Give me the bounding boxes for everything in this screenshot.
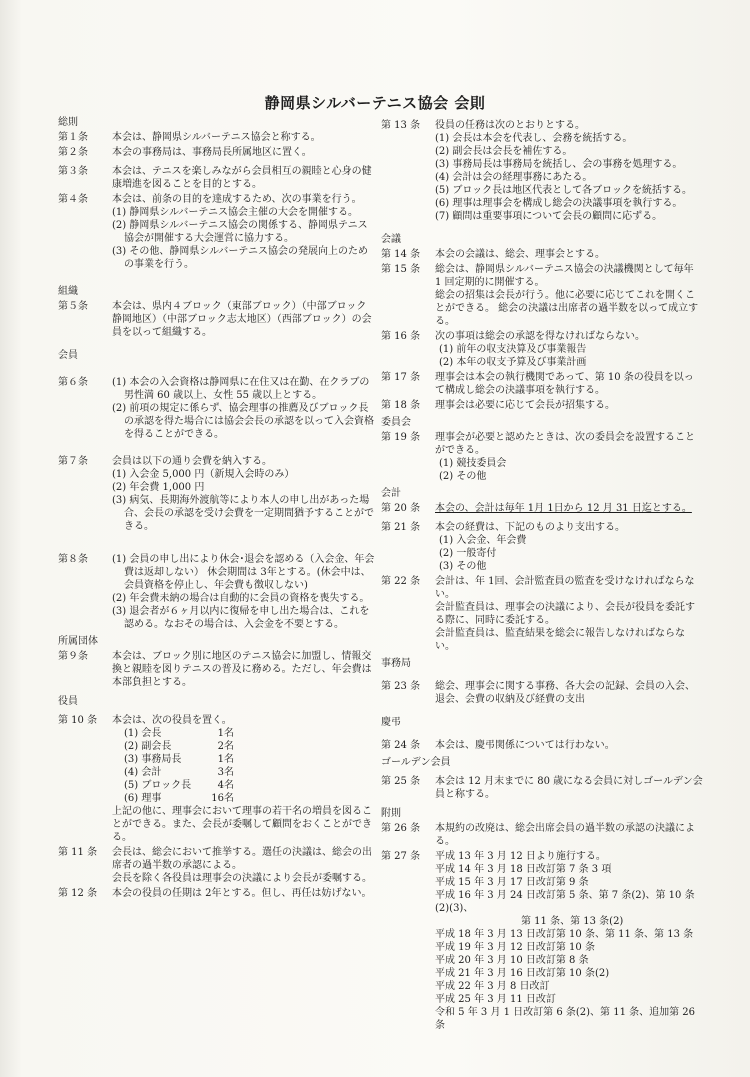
article-text: 会員は以下の通り会費を納入する。 — [112, 456, 272, 467]
article-text: 平成 25 年 3 月 11 日改訂 — [435, 994, 556, 1005]
article-number: 第８条 — [58, 554, 88, 565]
article-item: (3) その他、静岡県シルバーテニス協会の発展向上のための事業を行う。 — [112, 246, 368, 270]
article — [381, 263, 703, 328]
article-text: 本会は、次の役員を置く。 — [112, 715, 232, 726]
article-number: 第４条 — [58, 194, 88, 205]
article-number: 第 25 条 — [381, 776, 421, 787]
article-text: 本会は、テニスを楽しみながら会員相互の親睦と心身の健康増進を図ることを目的とする。 — [112, 166, 372, 190]
article-number: 第 11 条 — [58, 847, 98, 858]
officer-row — [112, 727, 376, 740]
article — [58, 300, 376, 339]
article — [381, 775, 703, 801]
article-body — [435, 521, 703, 573]
article-body — [435, 850, 703, 1032]
officer-count: 16名 — [211, 793, 234, 804]
left-column — [58, 112, 376, 900]
article — [58, 165, 376, 191]
article — [58, 193, 376, 271]
article-text: 理事会は必要に応じて会長が招集する。 — [435, 400, 615, 411]
article-body — [435, 399, 703, 412]
article-text: 会長は、総会において推挙する。選任の決議は、総会の出席者の過半数の承認による。 — [112, 847, 372, 871]
article-text: 本会は、静岡県シルバーテニス協会と称する。 — [112, 132, 321, 143]
article-text: 平成 18 年 3 月 13 日改訂第 10 条、第 11 条、第 13 条 — [435, 929, 694, 940]
officer-count: 3名 — [217, 767, 234, 778]
article-text: 平成 22 年 3 月 8 日改訂 — [435, 981, 550, 992]
article-item: (2) 年会費 1,000 円 — [112, 482, 205, 493]
article-body — [435, 739, 703, 752]
article-text: 役員の任務は次のとおりとする。 — [435, 120, 585, 131]
officer-count: 1名 — [217, 728, 234, 739]
officer-title: (3) 事務局長 — [124, 754, 182, 765]
officer-row — [112, 779, 376, 792]
article — [381, 521, 703, 573]
article-body — [112, 714, 376, 844]
article-text: 本会は 12 月末までに 80 歳になる会員に対しゴールデン会員と称する。 — [435, 776, 703, 800]
article-number: 第 12 条 — [58, 888, 98, 899]
article-item: (1) 会長は本会を代表し、会務を統括する。 — [435, 133, 633, 144]
article — [381, 431, 703, 483]
article — [381, 330, 703, 369]
officer-count: 4名 — [217, 780, 234, 791]
section-heading: 会議 — [381, 234, 401, 245]
article-item: (6) 理事は理事会を構成し総会の決議事項を執行する。 — [435, 198, 683, 209]
article-body — [435, 822, 703, 848]
section-heading: 事務局 — [381, 658, 411, 669]
section-heading: 会計 — [381, 488, 401, 499]
article-number: 第 17 条 — [381, 372, 421, 383]
article-body — [435, 775, 703, 801]
article — [381, 822, 703, 848]
article-number: 第７条 — [58, 456, 88, 467]
article-text: 本会の経費は、下記のものより支出する。 — [435, 522, 625, 533]
article-text: 令和 5 年 3 月 1 日改訂第 6 条(2)、第 11 条、追加第 26 条 — [435, 1007, 696, 1031]
article-item: (5) ブロック長は地区代表として各ブロックを統括する。 — [435, 185, 692, 196]
officer-count: 2名 — [217, 741, 234, 752]
article-item: (1) 本会の入会資格は静岡県に在住又は在勤、在クラブの男性満 60 歳以上、女性 55 歳以上とする。 — [112, 377, 370, 401]
article-body — [112, 376, 376, 441]
article-item: (3) その他 — [439, 561, 487, 572]
article-text: 理事会は本会の執行機関であって、第 10 条の役員を以って構成し総会の決議事項を執行する。 — [435, 372, 694, 396]
article-body — [112, 193, 376, 271]
article-text: 平成 19 年 3 月 12 日改訂第 10 条 — [435, 942, 595, 953]
article-number: 第 16 条 — [381, 331, 421, 342]
article-number: 第１条 — [58, 132, 88, 143]
article-number: 第３条 — [58, 166, 88, 177]
article-text: 平成 15 年 3 月 17 日改訂第 9 条 — [435, 877, 589, 888]
article — [58, 846, 376, 885]
article-item: (7) 顧問は重要事項について会長の顧問に応ずる。 — [435, 211, 663, 222]
article — [381, 119, 703, 223]
article-number: 第 21 条 — [381, 522, 421, 533]
article-text: 平成 21 年 3 月 16 日改訂第 10 条(2) — [435, 968, 610, 979]
article-body — [112, 455, 376, 533]
article-item: (2) 副会長は会長を補佐する。 — [435, 146, 573, 157]
article-item: (3) 退会者が６ヶ月以内に復帰を申し出た場合は、これを認める。なおその場合は、入会金を不要とする。 — [112, 606, 370, 630]
officer-title: (5) ブロック長 — [124, 780, 192, 791]
officer-title: (2) 副会長 — [124, 741, 172, 752]
article-text: 理事会が必要と認めたときは、次の委員会を設置することができる。 — [435, 432, 695, 456]
article-text: 本会の事務局は、事務局長所属地区に置く。 — [112, 147, 312, 158]
article-item: (2) 一般寄付 — [439, 548, 497, 559]
officer-row — [112, 792, 376, 805]
section-heading: 附則 — [381, 808, 401, 819]
article-body — [435, 680, 703, 706]
article-number: 第 27 条 — [381, 851, 421, 862]
article-body — [435, 263, 703, 328]
article-number: 第 14 条 — [381, 249, 421, 260]
article — [381, 502, 703, 515]
article-item: (2) 前項の規定に係らず、協会理事の推薦及びブロック長の承認を得た場合には協会会長の承認を以って入会資格を得ることができる。 — [112, 403, 374, 440]
article-text: 総会は、静岡県シルバーテニス協会の決議機関として毎年 1 回定期的に開催する。 — [435, 264, 694, 288]
article-body — [435, 575, 703, 653]
article-number: 第６条 — [58, 377, 88, 388]
article-item: (1) 入会金、年会費 — [439, 535, 527, 546]
article — [58, 887, 376, 900]
article-text: 本会は、県内４ブロック（東部ブロック）（中部ブロック静岡地区）（中部ブロック志太地区）（西部ブロック）の会員を以って組織する。 — [112, 301, 372, 338]
officer-title: (6) 理事 — [124, 793, 162, 804]
article — [58, 376, 376, 441]
article — [381, 248, 703, 261]
article-body — [112, 650, 376, 689]
article — [381, 850, 703, 1032]
article-number: 第 23 条 — [381, 681, 421, 692]
officer-count: 1名 — [217, 754, 234, 765]
article-body — [435, 330, 703, 369]
article-text: 平成 16 年 3 月 24 日改訂第 5 条、第 7 条(2)、第 10 条(2)(3)、 — [435, 890, 695, 914]
section-heading: 総則 — [58, 117, 78, 128]
officer-row — [112, 740, 376, 753]
article-text: 次の事項は総会の承認を得なければならない。 — [435, 331, 645, 342]
article-text: 会計監査員は、理事会の決議により、会長が役員を委託する際に、同時に委託する。 — [435, 602, 695, 626]
article-body — [435, 431, 703, 483]
article-item: (1) 入会金 5,000 円（新規入会時のみ） — [112, 469, 295, 480]
article-text: 本会は、慶弔関係については行わない。 — [435, 740, 615, 751]
article-text: 総会、理事会に関する事務、各大会の記録、会員の入会、退会、会費の収納及び経費の支出 — [435, 681, 695, 705]
document-title: 静岡県シルバーテニス協会 会則 — [264, 94, 486, 112]
section-heading: 会員 — [58, 350, 78, 361]
article-body — [112, 300, 376, 339]
section-heading: 組織 — [58, 286, 78, 297]
article-body — [112, 165, 376, 191]
article — [58, 650, 376, 689]
article-text: 平成 20 年 3 月 10 日改訂第 8 条 — [435, 955, 589, 966]
section-heading: 慶弔 — [381, 717, 401, 728]
officer-title: (4) 会計 — [124, 767, 162, 778]
article-body — [112, 131, 376, 144]
section-heading: 役員 — [58, 696, 78, 707]
article-number: 第 13 条 — [381, 120, 421, 131]
article — [381, 575, 703, 653]
section-heading: 所属団体 — [58, 636, 98, 647]
article-number: 第 22 条 — [381, 576, 421, 587]
article-item: (2) 静岡県シルバーテニス協会の関係する、静岡県テニス協会が開催する大会運営に協力する。 — [112, 220, 368, 244]
article-text: 会長を除く各役員は理事会の決議により会長が委嘱する。 — [112, 873, 372, 884]
article-text: 総会の招集は会長が行う。他に必要に応じてこれを開くことができる。 総会の決議は出席者の過半数を以って成立する。 — [435, 290, 699, 327]
article-number: 第 19 条 — [381, 432, 421, 443]
article-body — [112, 887, 376, 900]
article-text: 本会の、会計は毎年 1月 1日から 12 月 31 日迄とする。 — [435, 503, 692, 514]
section-heading: 委員会 — [381, 417, 411, 428]
article-body — [435, 119, 703, 223]
article — [58, 553, 376, 631]
officer-title: (1) 会長 — [124, 728, 162, 739]
article-number: 第 24 条 — [381, 740, 421, 751]
article-number: 第５条 — [58, 301, 88, 312]
article-text: 本会の会議は、総会、理事会とする。 — [435, 249, 605, 260]
article-number: 第 18 条 — [381, 400, 421, 411]
article-number: 第 10 条 — [58, 715, 98, 726]
article-item: (3) 病気、長期海外渡航等により本人の申し出があった場合、会長の承認を受け会費を一定期間猶予することができる。 — [112, 495, 374, 532]
article-number: 第２条 — [58, 147, 88, 158]
article-number: 第 15 条 — [381, 264, 421, 275]
section-heading: ゴールデン会員 — [381, 757, 451, 768]
article — [58, 146, 376, 159]
article — [58, 131, 376, 144]
article-text: 本会は、前条の目的を達成するため、次の事業を行う。 — [112, 194, 362, 205]
article-body — [112, 553, 376, 631]
article-text: 本会は、ブロック別に地区のテニス協会に加盟し、情報交換と親睦を図りテニスの普及に務める。ただし、年会費は本部負担とする。 — [112, 651, 372, 688]
article-body — [112, 846, 376, 885]
article-item: (1) 静岡県シルバーテニス協会主催の大会を開催する。 — [112, 207, 358, 218]
article-item: (2) 年会費未納の場合は自動的に会員の資格を喪失する。 — [112, 593, 370, 604]
article-number: 第９条 — [58, 651, 88, 662]
article — [58, 455, 376, 533]
article-body — [112, 146, 376, 159]
article-item: (2) その他 — [439, 471, 487, 482]
right-column — [381, 117, 703, 1032]
article — [381, 399, 703, 412]
officer-row — [112, 766, 376, 779]
article-number: 第 20 条 — [381, 503, 421, 514]
article-item: (2) 本年の収支予算及び事業計画 — [439, 357, 587, 368]
article-body — [435, 502, 703, 515]
officer-row — [112, 753, 376, 766]
article-body — [435, 248, 703, 261]
article-text: 上記の他に、理事会において理事の若干名の増員を図ることができる。また、会長が委嘱して顧問をおくことができる。 — [112, 806, 372, 843]
article-text: 第 11 条、第 13 条(2) — [521, 916, 624, 927]
article-item: (1) 会員の申し出により休会･退会を認める（入会金、年会費は返却しない） 休会期間は 3年とする。(休会中は、会員資格を停止し、年会費も徴収しない) — [112, 554, 375, 591]
article-number: 第 26 条 — [381, 823, 421, 834]
article-text: 平成 13 年 3 月 12 日より施行する。 — [435, 851, 606, 862]
article-item: (4) 会計は会の経理事務にあたる。 — [435, 172, 593, 183]
article — [381, 680, 703, 706]
article-text: 本会の役員の任期は 2年とする。但し、再任は妨げない。 — [112, 888, 372, 899]
article-text: 会計は、年 1回、会計監査員の監査を受けなければならない。 — [435, 576, 695, 600]
article-text: 会計監査員は、監査結果を総会に報告しなければならない。 — [435, 628, 685, 652]
article — [58, 714, 376, 844]
article-item: (1) 前年の収支決算及び事業報告 — [439, 344, 587, 355]
article — [381, 371, 703, 397]
article-item: (3) 事務局長は事務局を統括し、会の事務を処理する。 — [435, 159, 683, 170]
article-item: (1) 競技委員会 — [439, 458, 507, 469]
article-text: 平成 14 年 3 月 18 日改訂第 7 条 3 項 — [435, 864, 612, 875]
article-text: 本規約の改廃は、総会出席会員の過半数の承認の決議による。 — [435, 823, 695, 847]
article-body — [435, 371, 703, 397]
article — [381, 739, 703, 752]
